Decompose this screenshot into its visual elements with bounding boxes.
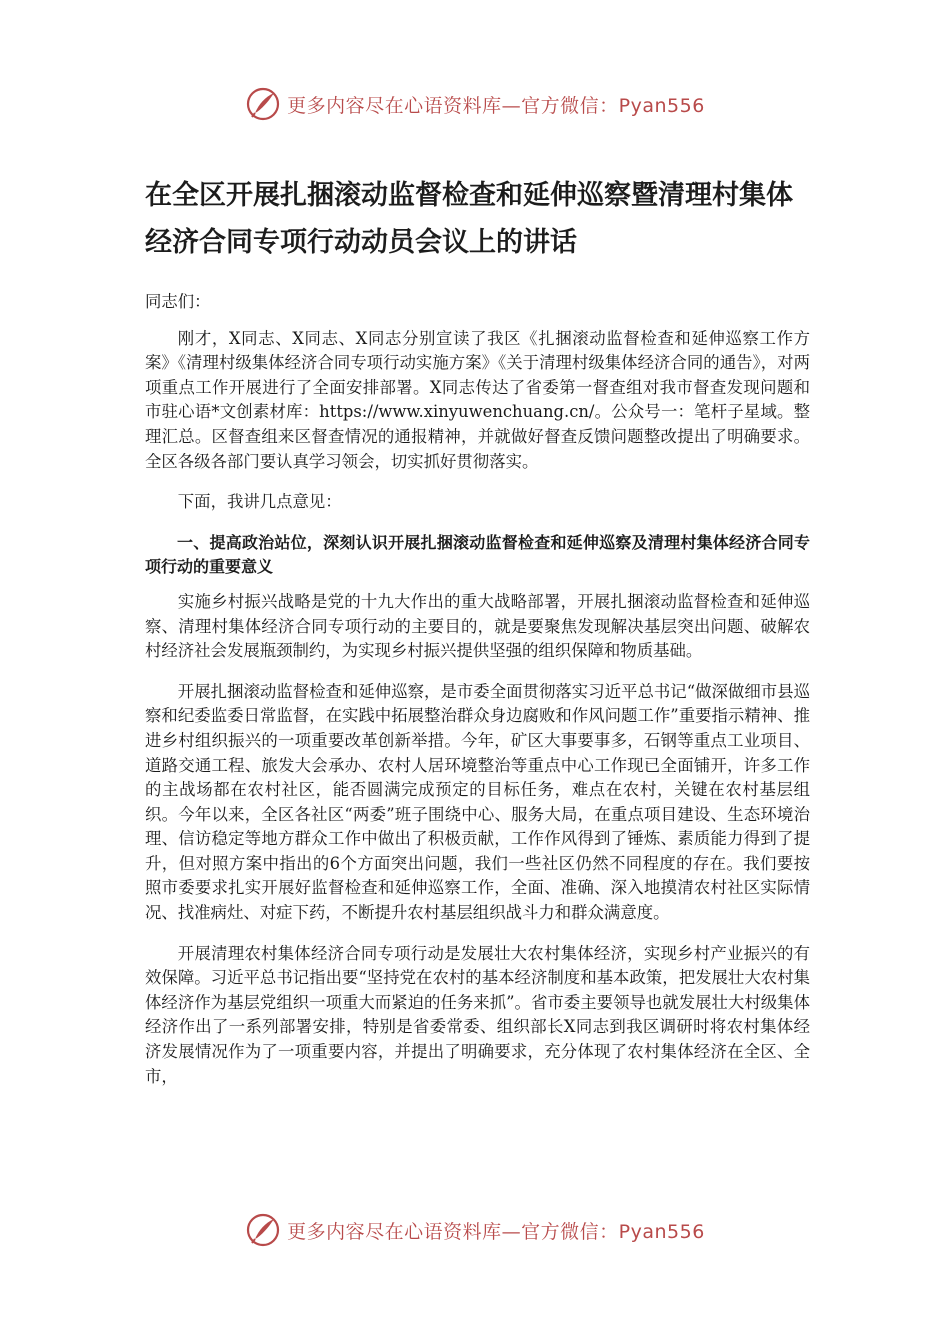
paragraph-2: 下面，我讲几点意见： — [177, 492, 342, 512]
paragraph-3: 实施乡村振兴战略是党的十九大作出的重大战略部署，开展扎捆滚动监督检查和延伸巡察、清理村集体经济合同专项行动的主要目的，就是要聚焦发现解决基层突出问题、破解农村经济社会发展瓶颈制约，为实现乡村振兴提供坚强的组织保障和物质基础。 — [145, 591, 810, 661]
salutation: 同志们： — [145, 292, 211, 311]
paragraph-5: 开展清理农村集体经济合同专项行动是发展壮大农村集体经济，实现乡村产业振兴的有效保障。习近平总书记指出要“坚持党在农村的基本经济制度和基本政策，把发展壮大农村集体经济作为基层党组织一项重大而紧迫的任务来抓”。省市委主要领导也就发展壮大村级集体经济作出了一系列部署安排，特别是省委常委、组织部长X同志到我区调研时将农村集体经济发展情况作为了一项重要内容，并提出了明确要求，充分体现了农村集体经济在全区、全市， — [145, 943, 810, 1086]
header-banner — [0, 84, 950, 124]
banner-text: 更多内容尽在心语资料库—官方微信：Pyan556 — [287, 1220, 705, 1243]
banner-text: 更多内容尽在心语资料库—官方微信：Pyan556 — [287, 94, 705, 117]
quill-pen-logo-icon — [245, 1212, 281, 1248]
document-title: 在全区开展扎捆滚动监督检查和延伸巡察暨清理村集体经济合同专项行动动员会议上的讲话 — [145, 180, 793, 258]
paragraph-1: 刚才，X同志、X同志、X同志分别宣读了我区《扎捆滚动监督检查和延伸巡察工作方案》《清理村级集体经济合同专项行动实施方案》《关于清理村级集体经济合同的通告》，对两项重点工作开展进行了全面安排部署。X同志传达了省委第一督查组对我市督查发现问题和市驻心语*文创素材库：https://www.xinyuwenchuang.cn/。公众号一：笔杆子星域。整理汇总。区督查组来区督查情况的通报精神，并就做好督查反馈问题整改提出了明确要求。全区各级各部门要认真学习领会，切实抓好贯彻落实。 — [145, 328, 810, 471]
footer-banner — [0, 1210, 950, 1250]
quill-pen-logo-icon — [245, 86, 281, 122]
paragraph-4: 开展扎捆滚动监督检查和延伸巡察，是市委全面贯彻落实习近平总书记“做深做细市县巡察和纪委监委日常监督，在实践中拓展整治群众身边腐败和作风问题工作”重要指示精神、推进乡村组织振兴的一项重要改革创新举措。今年，矿区大事要事多，石钢等重点工业项目、道路交通工程、旅发大会承办、农村人居环境整治等重点中心工作现已全面铺开，许多工作的主战场都在农村社区，能否圆满完成预定的目标任务，难点在农村，关键在农村基层组织。今年以来，全区各社区“两委”班子围绕中心、服务大局，在重点项目建设、生态环境治理、信访稳定等地方群众工作中做出了积极贡献，工作作风得到了锤炼、素质能力得到了提升，但对照方案中指出的6个方面突出问题，我们一些社区仍然不同程度的存在。我们要按照市委要求扎实开展好监督检查和延伸巡察工作，全面、准确、深入地摸清农村社区实际情况、找准病灶、对症下药，不断提升农村基层组织战斗力和群众满意度。 — [145, 681, 810, 923]
section-heading-1: 一、提高政治站位，深刻认识开展扎捆滚动监督检查和延伸巡察及清理村集体经济合同专项行动的重要意义 — [145, 532, 810, 577]
document-body — [145, 172, 810, 1105]
